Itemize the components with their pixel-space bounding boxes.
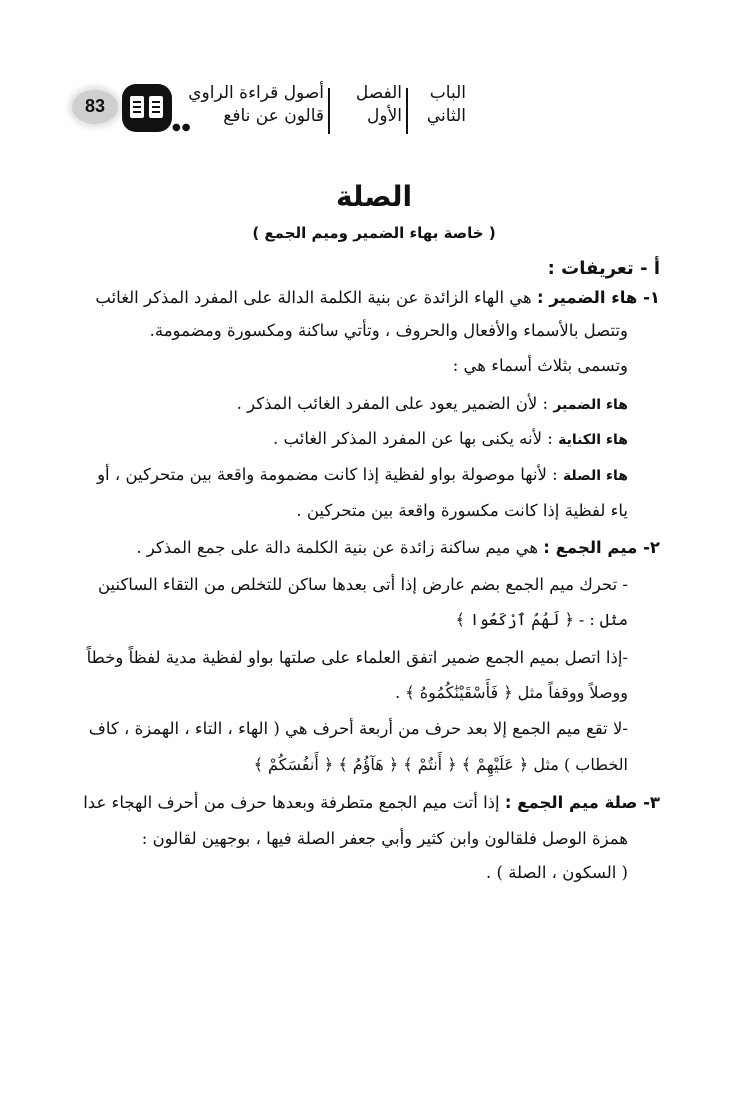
page-number-badge: [70, 88, 120, 128]
paragraph-line: -إذا اتصل بميم الجمع ضمير اتفق العلماء على صلتها بواو لفظية مدية لفظاً وخطاً: [86, 648, 628, 667]
header-part: [410, 82, 466, 128]
page-number: 83: [84, 96, 106, 116]
definition-text: هي ميم ساكنة زائدة عن بنية الكلمة دالة على جمع المذكر .: [136, 538, 544, 557]
term-heading: ٣- صلة ميم الجمع :: [504, 793, 660, 812]
paragraph-line: [97, 462, 628, 489]
paragraph-line: [83, 790, 660, 816]
book-icon: [122, 84, 172, 132]
header-part-value: الثاني: [426, 106, 466, 126]
header-book-title-line2: قالون عن نافع: [223, 106, 324, 126]
page-title: الصلة: [335, 180, 413, 213]
term-name: هاء الكناية: [558, 432, 628, 448]
paragraph-line: - تحرك ميم الجمع بضم عارض إذا أتى بعدها ساكن للتخلص من التقاء الساكنين: [97, 575, 628, 594]
paragraph-line: وتتصل بالأسماء والأفعال والحروف ، وتأتي ساكنة ومكسورة ومضمومة.: [149, 321, 628, 340]
header-book-title-line1: أصول قراءة الراوي: [188, 83, 324, 103]
header-chapter: [332, 82, 402, 128]
quran-example: مثل : - ﴿ لَهُمُ ٱرْكَعُوا ﴾: [455, 610, 628, 629]
header-chapter-value: الأول: [367, 106, 402, 126]
quran-example: الخطاب ) مثل ﴿ عَلَيْهِمْ ﴾ ﴿ أَنتُمْ ﴾ ﴿ هَآؤُمُ ﴾ ﴿ أَنفُسَكُمْ ﴾: [253, 755, 628, 774]
header-divider: [328, 88, 330, 134]
paragraph-line: [95, 285, 660, 311]
term-name: هاء الصلة: [562, 468, 628, 484]
section-heading: أ - تعريفات :: [547, 258, 660, 279]
page-header: [70, 82, 470, 140]
decorative-dots: ●●: [172, 122, 192, 133]
header-book-title: [190, 82, 324, 128]
term-explanation: : لأن الضمير يعود على المفرد الغائب المذكر .: [236, 394, 554, 413]
paragraph-line: وتسمى بثلاث أسماء هي :: [452, 356, 628, 375]
paragraph-line: [237, 391, 628, 418]
definition-text: إذا أتت ميم الجمع متطرفة وبعدها حرف من أحرف الهجاء عدا: [83, 793, 505, 812]
term-explanation: : لأنه يكنى بها عن المفرد المذكر الغائب .: [273, 429, 559, 448]
definition-text: هي الهاء الزائدة عن بنية الكلمة الدالة على المفرد المذكر الغائب: [95, 288, 537, 307]
page-subtitle: ( خاصة بهاء الضمير وميم الجمع ): [252, 224, 496, 242]
term-heading: ١- هاء الضمير :: [537, 288, 660, 307]
term-name: هاء الضمير: [553, 397, 628, 413]
paragraph-line: همزة الوصل فلقالون وابن كثير وأبي جعفر الصلة فيها ، بوجهين لقالون :: [141, 829, 628, 848]
paragraph-line: ( السكون ، الصلة ) .: [486, 863, 628, 882]
paragraph-line: -لا تقع ميم الجمع إلا بعد حرف من أربعة أحرف هي ( الهاء ، التاء ، الهمزة ، كاف: [88, 719, 628, 738]
quran-example: ووصلاً ووقفاً مثل ﴿ فَأَسْقَيْنَٰكُمُوهُ ﴾ .: [395, 683, 628, 702]
term-heading: ٢- ميم الجمع :: [543, 538, 660, 557]
header-divider: [406, 88, 408, 134]
header-part-label: الباب: [429, 83, 466, 103]
paragraph-line: [273, 426, 628, 453]
paragraph-line: [136, 535, 660, 561]
term-explanation: : لأنها موصولة بواو لفظية إذا كانت مضمومة واقعة بين متحركين ، أو: [97, 465, 563, 484]
header-chapter-label: الفصل: [355, 83, 402, 103]
paragraph-line: ياء لفظية إذا كانت مكسورة واقعة بين متحركين .: [296, 501, 628, 520]
